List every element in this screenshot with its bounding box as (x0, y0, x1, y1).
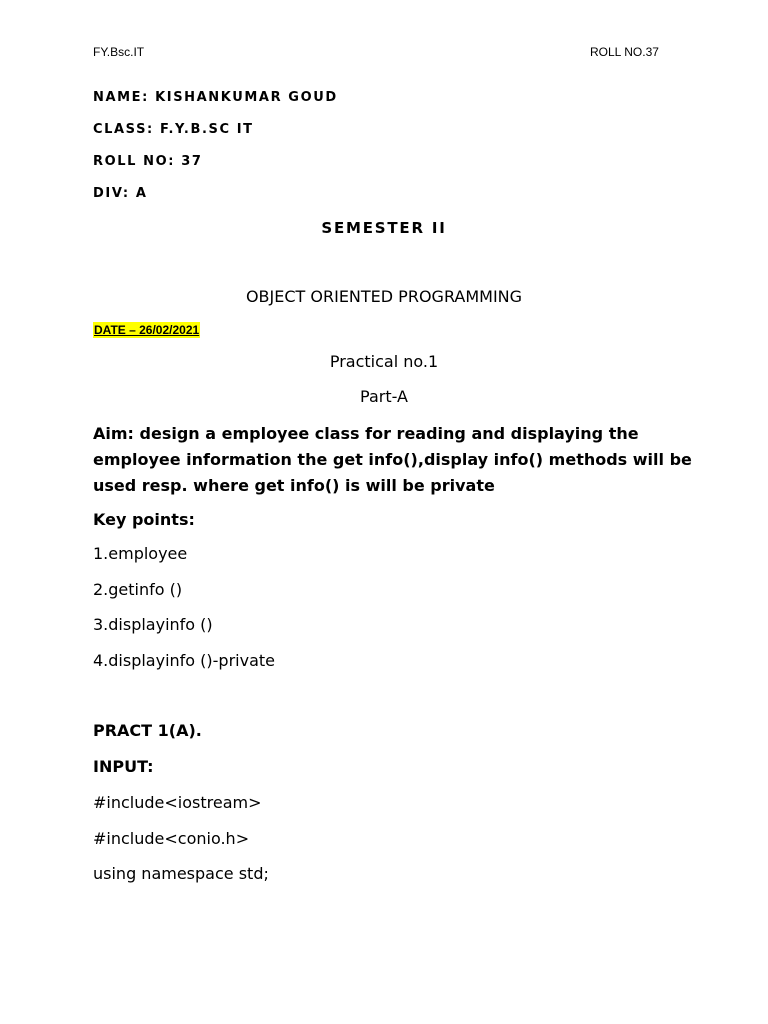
key-point-item: 3.displayinfo () (93, 615, 213, 634)
key-point-item: 4.displayinfo ()-private (93, 651, 275, 670)
semester-heading: SEMESTER II (321, 219, 447, 237)
subject-heading: OBJECT ORIENTED PROGRAMMING (245, 287, 523, 306)
header-left-text: FY.Bsc.IT (93, 45, 145, 59)
pract-heading: PRACT 1(A). (93, 721, 202, 740)
code-line: #include<iostream> (93, 793, 262, 812)
header-right-text: ROLL NO.37 (590, 45, 659, 59)
practical-title: Practical no.1 (329, 352, 439, 371)
student-roll: ROLL NO: 37 (93, 154, 203, 169)
date-highlight: DATE – 26/02/2021 (94, 323, 200, 337)
student-name: NAME: KISHANKUMAR GOUD (93, 90, 338, 105)
aim-paragraph: Aim: design a employee class for reading and displaying the employee information the get info(),display info() methods will be used resp. where get info() is will be private (93, 424, 692, 495)
key-points-heading: Key points: (93, 510, 195, 529)
code-line: #include<conio.h> (93, 829, 250, 848)
student-class: CLASS: F.Y.B.SC IT (93, 122, 254, 137)
student-div: DIV: A (93, 186, 148, 201)
code-line: using namespace std; (93, 864, 269, 883)
key-point-item: 1.employee (93, 544, 188, 563)
input-label: INPUT: (93, 757, 154, 776)
practical-part: Part-A (360, 387, 408, 406)
key-point-item: 2.getinfo () (93, 580, 183, 599)
